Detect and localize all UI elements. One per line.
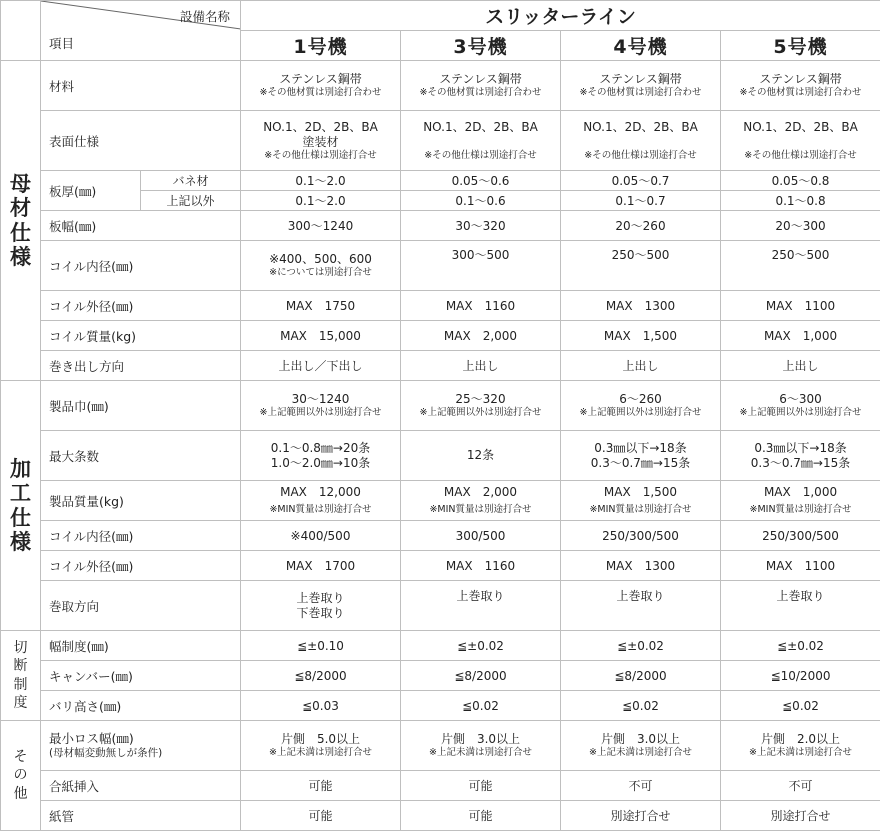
min-loss-cell: 片側 5.0以上 ※上記未満は別途打合せ — [241, 721, 401, 771]
header-blank-cell — [1, 1, 41, 61]
line-title: スリッターライン — [241, 1, 880, 31]
machine-3-header: 3号機 — [401, 31, 561, 61]
width-tolerance-cell: ≦±0.10 — [241, 631, 401, 661]
thickness-other-cell: 0.1～0.6 — [401, 191, 561, 211]
interleaf-cell: 不可 — [721, 771, 880, 801]
group-other: そ の 他 — [1, 721, 41, 831]
width-cell: 20～260 — [561, 211, 721, 241]
burr-cell: ≦0.02 — [721, 691, 880, 721]
width-cell: 20～300 — [721, 211, 880, 241]
row-label-interleaf: 合紙挿入 — [41, 771, 241, 801]
row-label-product-coil-od: コイル外径(㎜) — [41, 551, 241, 581]
material-cell: ステンレス鋼帯 ※その他材質は別途打合わせ — [721, 61, 880, 111]
coil-id-cell: 300～500 — [401, 241, 561, 291]
surface-cell: NO.1、2D、2B、BA ※その他仕様は別途打合せ — [401, 111, 561, 171]
row-label-max-strips: 最大条数 — [41, 431, 241, 481]
product-width-cell: 30～1240 ※上記範囲以外は別途打合せ — [241, 381, 401, 431]
row-label-paper-core: 紙管 — [41, 801, 241, 831]
product-coil-od-cell: MAX 1100 — [721, 551, 880, 581]
paper-core-cell: 可能 — [401, 801, 561, 831]
product-width-cell: 6～260 ※上記範囲以外は別途打合せ — [561, 381, 721, 431]
row-label-camber: キャンバー(㎜) — [41, 661, 241, 691]
burr-cell: ≦0.02 — [561, 691, 721, 721]
machine-1-header: 1号機 — [241, 31, 401, 61]
row-label-product-coil-id: コイル内径(㎜) — [41, 521, 241, 551]
paper-core-cell: 可能 — [241, 801, 401, 831]
burr-cell: ≦0.03 — [241, 691, 401, 721]
width-tolerance-cell: ≦±0.02 — [721, 631, 880, 661]
row-label-product-mass: 製品質量(kg) — [41, 481, 241, 521]
interleaf-cell: 可能 — [241, 771, 401, 801]
surface-cell: NO.1、2D、2B、BA ※その他仕様は別途打合せ — [561, 111, 721, 171]
camber-cell: ≦8/2000 — [561, 661, 721, 691]
coil-mass-cell: MAX 2,000 — [401, 321, 561, 351]
surface-cell: NO.1、2D、2B、BA ※その他仕様は別途打合せ — [721, 111, 880, 171]
thickness-spring-cell: 0.1～2.0 — [241, 171, 401, 191]
burr-cell: ≦0.02 — [401, 691, 561, 721]
row-label-coil-od: コイル外径(㎜) — [41, 291, 241, 321]
coil-od-cell: MAX 1750 — [241, 291, 401, 321]
product-coil-id-cell: 250/300/500 — [721, 521, 880, 551]
header-corner-cell — [41, 1, 241, 61]
min-loss-cell: 片側 3.0以上 ※上記未満は別途打合せ — [401, 721, 561, 771]
thickness-spring-cell: 0.05～0.6 — [401, 171, 561, 191]
max-strips-cell: 12条 — [401, 431, 561, 481]
row-label-unwind: 巻き出し方向 — [41, 351, 241, 381]
unwind-cell: 上出し — [561, 351, 721, 381]
product-mass-cell: MAX 2,000 ※MIN質量は別途打合せ — [401, 481, 561, 521]
material-cell: ステンレス鋼帯 ※その他材質は別途打合わせ — [241, 61, 401, 111]
row-label-thickness: 板厚(㎜) — [41, 171, 141, 211]
coil-od-cell: MAX 1160 — [401, 291, 561, 321]
max-strips-cell: 0.3㎜以下→18条 0.3～0.7㎜→15条 — [561, 431, 721, 481]
width-tolerance-cell: ≦±0.02 — [561, 631, 721, 661]
group-base-material: 母 材 仕 様 — [1, 61, 41, 381]
interleaf-cell: 不可 — [561, 771, 721, 801]
product-coil-od-cell: MAX 1700 — [241, 551, 401, 581]
coil-id-cell: 250～500 — [721, 241, 880, 291]
row-label-rewind: 巻取方向 — [41, 581, 241, 631]
unwind-cell: 上出し — [721, 351, 880, 381]
row-label-width-tolerance: 幅制度(㎜) — [41, 631, 241, 661]
group-process: 加 工 仕 様 — [1, 381, 41, 631]
product-coil-od-cell: MAX 1300 — [561, 551, 721, 581]
machine-5-header: 5号機 — [721, 31, 880, 61]
coil-od-cell: MAX 1100 — [721, 291, 880, 321]
thickness-other-cell: 0.1～2.0 — [241, 191, 401, 211]
product-width-cell: 6～300 ※上記範囲以外は別途打合せ — [721, 381, 880, 431]
rewind-cell: 上巻取り 下巻取り — [241, 581, 401, 631]
equipment-name-label: 設備名称 — [179, 9, 230, 24]
width-cell: 30～320 — [401, 211, 561, 241]
product-coil-id-cell: 250/300/500 — [561, 521, 721, 551]
coil-od-cell: MAX 1300 — [561, 291, 721, 321]
product-coil-id-cell: ※400/500 — [241, 521, 401, 551]
coil-mass-cell: MAX 1,500 — [561, 321, 721, 351]
item-label: 項目 — [49, 36, 75, 51]
max-strips-cell: 0.3㎜以下→18条 0.3～0.7㎜→15条 — [721, 431, 880, 481]
width-tolerance-cell: ≦±0.02 — [401, 631, 561, 661]
width-cell: 300～1240 — [241, 211, 401, 241]
camber-cell: ≦10/2000 — [721, 661, 880, 691]
unwind-cell: 上出し／下出し — [241, 351, 401, 381]
machine-4-header: 4号機 — [561, 31, 721, 61]
rewind-cell: 上巻取り — [401, 581, 561, 631]
thickness-other-cell: 0.1～0.8 — [721, 191, 880, 211]
camber-cell: ≦8/2000 — [401, 661, 561, 691]
paper-core-cell: 別途打合せ — [561, 801, 721, 831]
row-label-width: 板幅(㎜) — [41, 211, 241, 241]
product-coil-od-cell: MAX 1160 — [401, 551, 561, 581]
group-cut-precision: 切 断 制 度 — [1, 631, 41, 721]
camber-cell: ≦8/2000 — [241, 661, 401, 691]
coil-id-cell: 250～500 — [561, 241, 721, 291]
rewind-cell: 上巻取り — [561, 581, 721, 631]
min-loss-cell: 片側 3.0以上 ※上記未満は別途打合せ — [561, 721, 721, 771]
coil-mass-cell: MAX 15,000 — [241, 321, 401, 351]
row-label-coil-mass: コイル質量(kg) — [41, 321, 241, 351]
sub-label-spring: バネ材 — [141, 171, 241, 191]
surface-cell: NO.1、2D、2B、BA 塗装材 ※その他仕様は別途打合せ — [241, 111, 401, 171]
coil-mass-cell: MAX 1,000 — [721, 321, 880, 351]
unwind-cell: 上出し — [401, 351, 561, 381]
product-coil-id-cell: 300/500 — [401, 521, 561, 551]
thickness-spring-cell: 0.05～0.7 — [561, 171, 721, 191]
rewind-cell: 上巻取り — [721, 581, 880, 631]
thickness-spring-cell: 0.05～0.8 — [721, 171, 880, 191]
thickness-other-cell: 0.1～0.7 — [561, 191, 721, 211]
coil-id-cell: ※400、500、600 ※については別途打合せ — [241, 241, 401, 291]
product-width-cell: 25～320 ※上記範囲以外は別途打合せ — [401, 381, 561, 431]
product-mass-cell: MAX 1,000 ※MIN質量は別途打合せ — [721, 481, 880, 521]
min-loss-cell: 片側 2.0以上 ※上記未満は別途打合せ — [721, 721, 880, 771]
row-label-product-width: 製品巾(㎜) — [41, 381, 241, 431]
product-mass-cell: MAX 12,000 ※MIN質量は別途打合せ — [241, 481, 401, 521]
interleaf-cell: 可能 — [401, 771, 561, 801]
material-cell: ステンレス鋼帯 ※その他材質は別途打合わせ — [401, 61, 561, 111]
row-label-material: 材料 — [41, 61, 241, 111]
row-label-burr: バリ高さ(㎜) — [41, 691, 241, 721]
sub-label-other: 上記以外 — [141, 191, 241, 211]
max-strips-cell: 0.1～0.8㎜→20条 1.0～2.0㎜→10条 — [241, 431, 401, 481]
row-label-coil-id: コイル内径(㎜) — [41, 241, 241, 291]
row-label-surface: 表面仕様 — [41, 111, 241, 171]
product-mass-cell: MAX 1,500 ※MIN質量は別途打合せ — [561, 481, 721, 521]
material-cell: ステンレス鋼帯 ※その他材質は別途打合わせ — [561, 61, 721, 111]
paper-core-cell: 別途打合せ — [721, 801, 880, 831]
row-label-min-loss: 最小ロス幅(㎜) (母材幅変動無しが条件) — [41, 721, 241, 771]
